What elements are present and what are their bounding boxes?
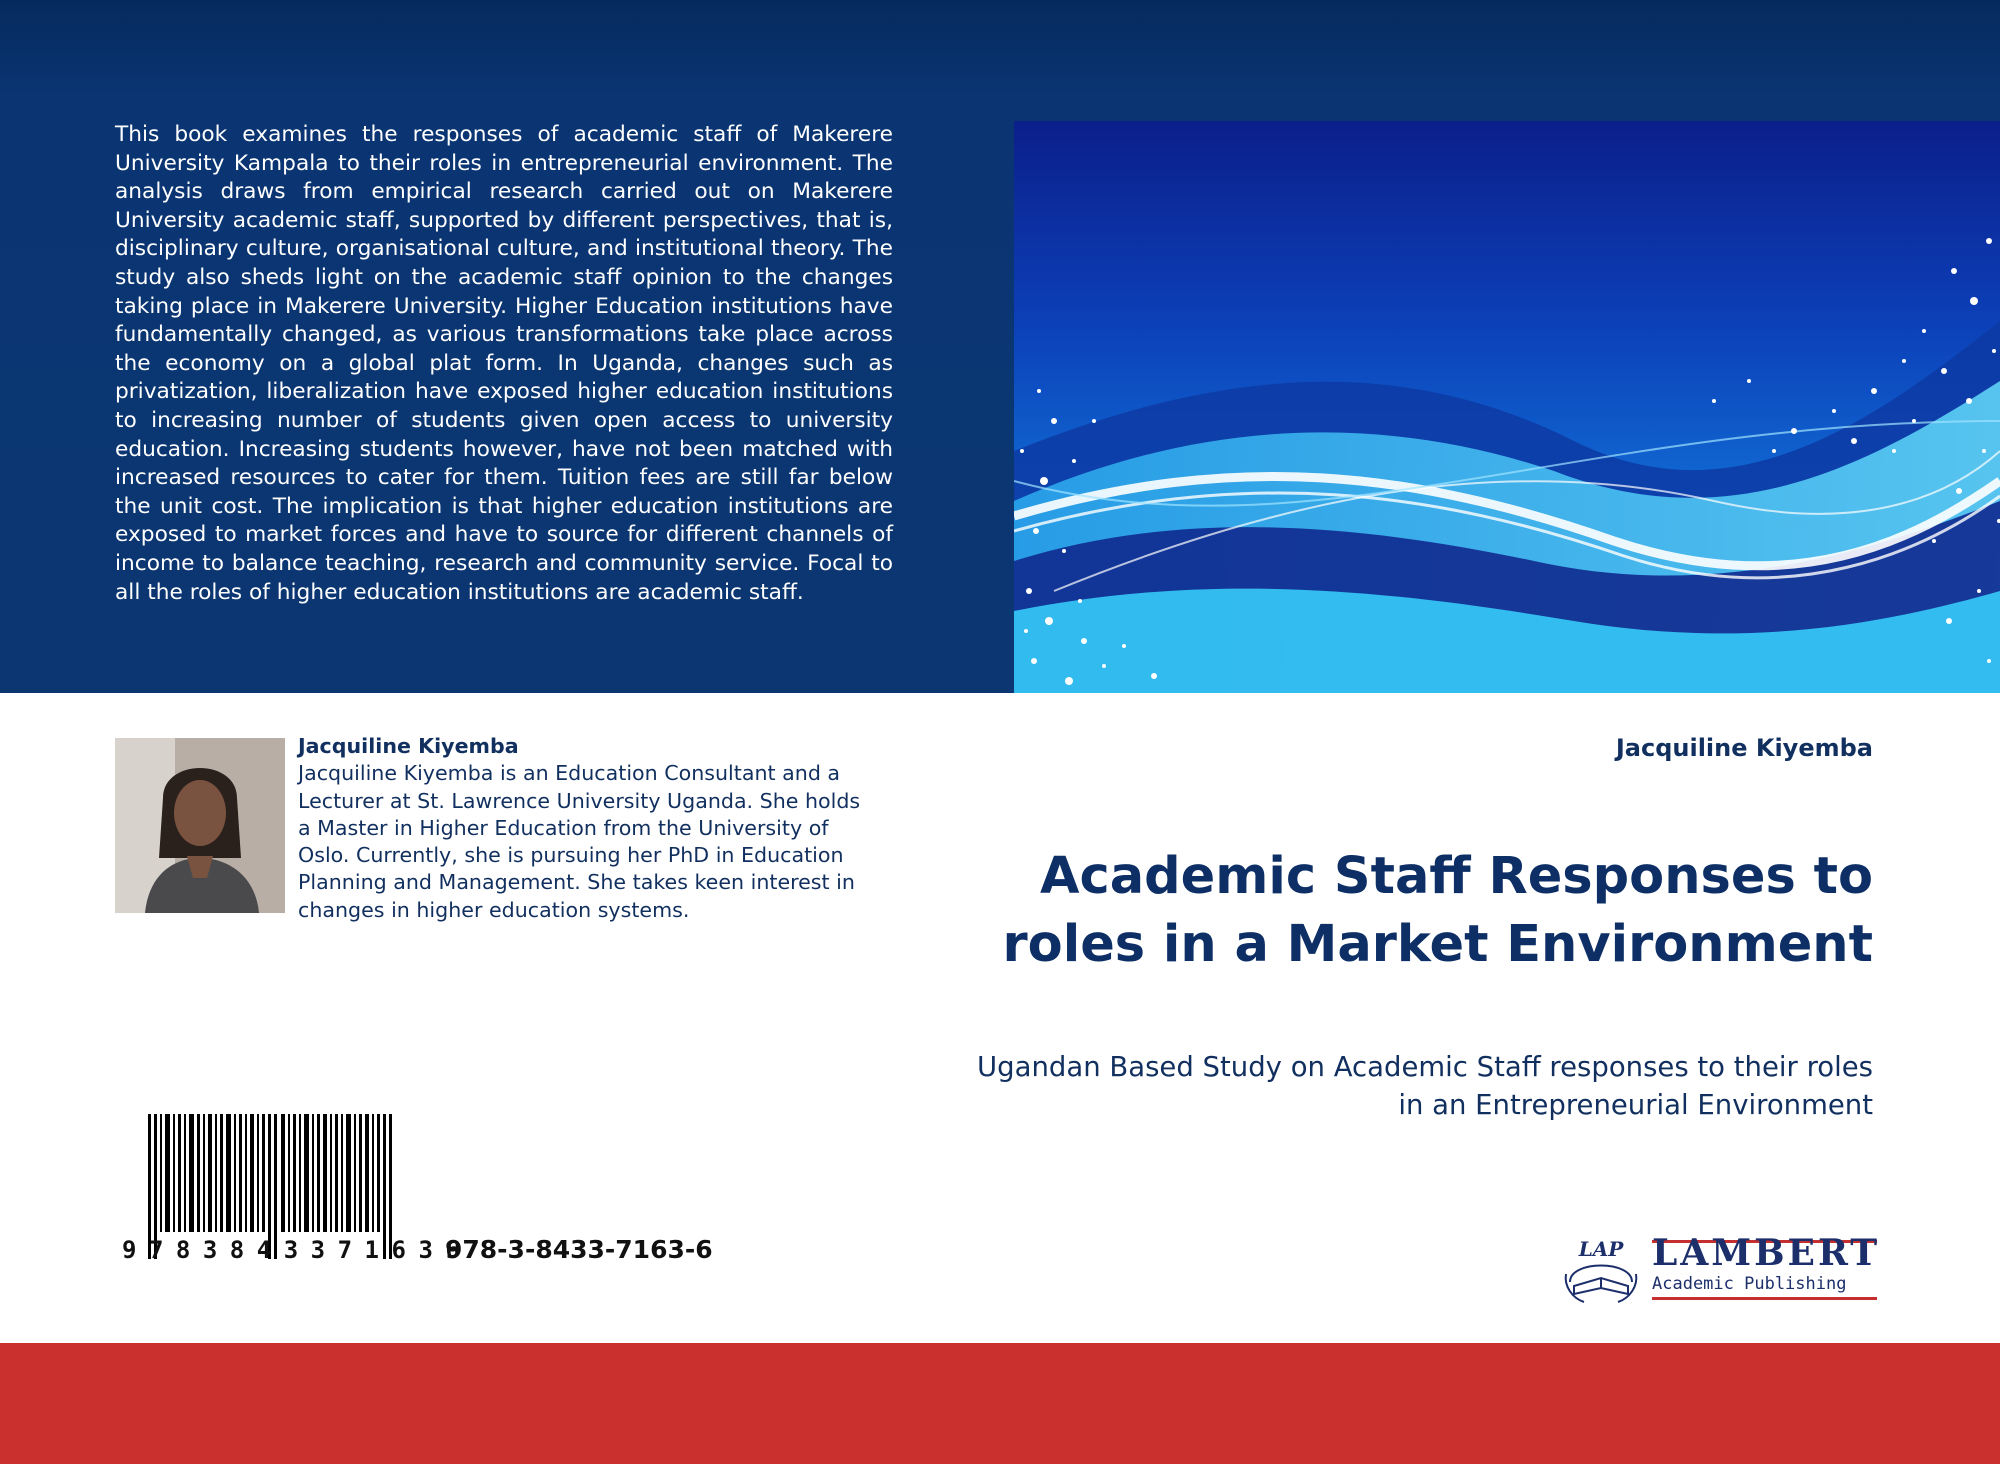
bio-text: Jacquiline Kiyemba is an Education Consultant and a Lecturer at St. Lawrence University Uganda. She holds a Master in Higher Education from the University of Oslo. Currently, she is pursuing her PhD in Education Planning and Management. She takes keen interest in changes in higher education systems. bbox=[298, 761, 861, 922]
bio-author-name: Jacquiline Kiyemba bbox=[298, 734, 519, 758]
cover-author-name: Jacquiline Kiyemba bbox=[1615, 734, 1873, 762]
bottom-color-band bbox=[0, 1343, 2000, 1464]
barcode-digits: 9783843371636 bbox=[122, 1236, 473, 1264]
abstract-wave-artwork bbox=[1014, 121, 2000, 693]
publisher-rule-bottom bbox=[1652, 1297, 1877, 1300]
isbn: 978-3-8433-7163-6 bbox=[445, 1235, 713, 1264]
publisher-logo bbox=[1560, 1230, 1880, 1306]
author-bio bbox=[298, 733, 878, 924]
lap-seal-icon bbox=[1560, 1230, 1642, 1306]
publisher-name: LAMBERT bbox=[1652, 1232, 1881, 1274]
publisher-tagline: Academic Publishing bbox=[1652, 1274, 1847, 1294]
back-cover-blurb: This book examines the responses of academic staff of Makerere University Kampala to their roles in entrepreneurial environment. The analysis draws from empirical research carried out on Makerere University academic staff, supported by different perspectives, that is, disciplinary culture, organisational culture, and institutional theory. The study also sheds light on the academic staff opinion to the changes taking place in Makerere University. Higher Education institutions have fundamentally changed, as various transformations take place across the economy on a global plat form. In Uganda, changes such as privatization, liberalization have exposed higher education institutions to increasing number of students given open access to university education. Increasing students however, have not been matched with increased resources to cater for them. Tuition fees are still far below the unit cost. The implication is that higher education institutions are exposed to market forces and have to source for different channels of income to balance teaching, research and community service. Focal to all the roles of higher education institutions are academic staff. bbox=[115, 122, 893, 605]
book-title: Academic Staff Responses to roles in a Market Environment bbox=[1002, 847, 1873, 974]
book-subtitle: Ugandan Based Study on Academic Staff responses to their roles in an Entrepreneurial Environment bbox=[977, 1051, 1873, 1121]
author-photo bbox=[115, 738, 285, 913]
lap-seal-text: LAP bbox=[1578, 1237, 1624, 1261]
